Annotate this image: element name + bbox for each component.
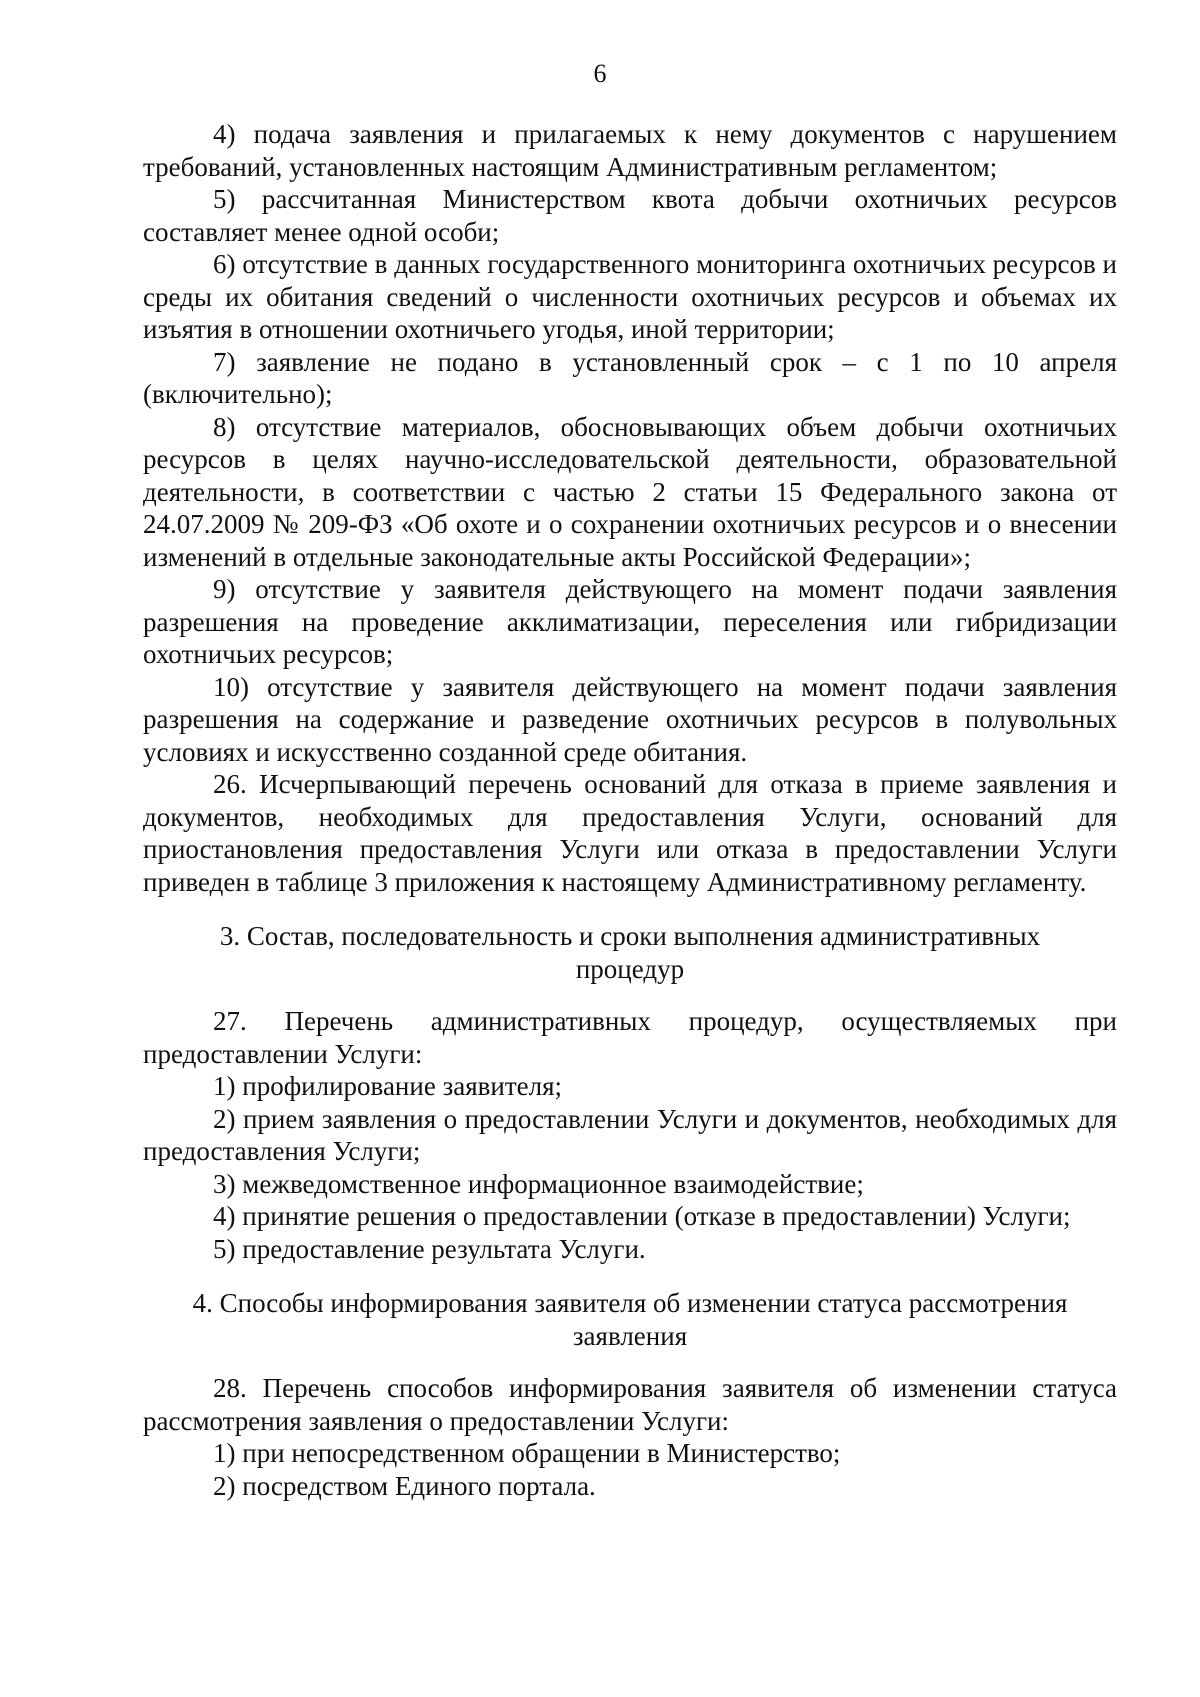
list-item: 5) предоставление результата Услуги. — [213, 1233, 646, 1264]
section-heading-3: 3. Состав, последовательность и сроки выполнения административных процедур — [219, 921, 1041, 984]
paragraph: 4) подача заявления и прилагаемых к нему документов с нарушением требований, установленных настоящим Административным регламентом; — [143, 119, 1117, 182]
paragraph: 5) рассчитанная Министерством квота добычи охотничьих ресурсов составляет менее одной особи; — [143, 184, 1117, 247]
paragraph: 27. Перечень административных процедур, осуществляемых при предоставлении Услуги: — [143, 1006, 1117, 1069]
paragraph: 7) заявление не подано в установленный срок – с 1 по 10 апреля (включительно); — [143, 346, 1117, 409]
list-item: 2) посредством Единого портала. — [213, 1470, 596, 1501]
list-item: 3) межведомственное информационное взаимодействие; — [213, 1168, 864, 1199]
paragraph: 6) отсутствие в данных государственного мониторинга охотничьих ресурсов и среды их обитания сведений о численности охотничьих ресурсов и объемах их изъятия в отношении охотничьего угодья, иной территории; — [143, 249, 1117, 344]
paragraph: 8) отсутствие материалов, обосновывающих объем добычи охотничьих ресурсов в целях научно-исследовательской деятельности, образовательной деятельности, в соответствии с частью 2 статьи 15 Федерального закона от 24.07.2009 № 209-ФЗ «Об охоте и о сохранении охотничьих ресурсов и о внесении изменений в отдельные законодательные акты Российской Федерации»; — [143, 411, 1117, 572]
paragraph: 26. Исчерпывающий перечень оснований для отказа в приеме заявления и документов, необходимых для предоставления Услуги, оснований для приостановления предоставления Услуги или отказа в предоставлении Услуги приведен в таблице 3 приложения к настоящему Административному регламенту. — [143, 769, 1117, 897]
list-item: 4) принятие решения о предоставлении (отказе в предоставлении) Услуги; — [213, 1201, 1071, 1231]
paragraph: 10) отсутствие у заявителя действующего на момент подачи заявления разрешения на содержание и разведение охотничьих ресурсов в полувольных условиях и искусственно созданной среде обитания. — [143, 671, 1117, 767]
section-heading-4: 4. Способы информирования заявителя об изменении статуса рассмотрения заявления — [192, 1288, 1068, 1351]
list-item: 2) прием заявления о предоставлении Услуги и документов, необходимых для предоставления Услуги; — [143, 1103, 1117, 1166]
page-number: 6 — [593, 59, 607, 88]
list-item: 1) профилирование заявителя; — [213, 1071, 563, 1101]
paragraph: 9) отсутствие у заявителя действующего на момент подачи заявления разрешения на проведение акклиматизации, переселения или гибридизации охотничьих ресурсов; — [143, 574, 1117, 669]
paragraph: 28. Перечень способов информирования заявителя об изменении статуса рассмотрения заявления о предоставлении Услуги: — [143, 1373, 1117, 1436]
list-item: 1) при непосредственном обращении в Министерство; — [213, 1438, 841, 1468]
document-body — [143, 118, 1117, 1502]
